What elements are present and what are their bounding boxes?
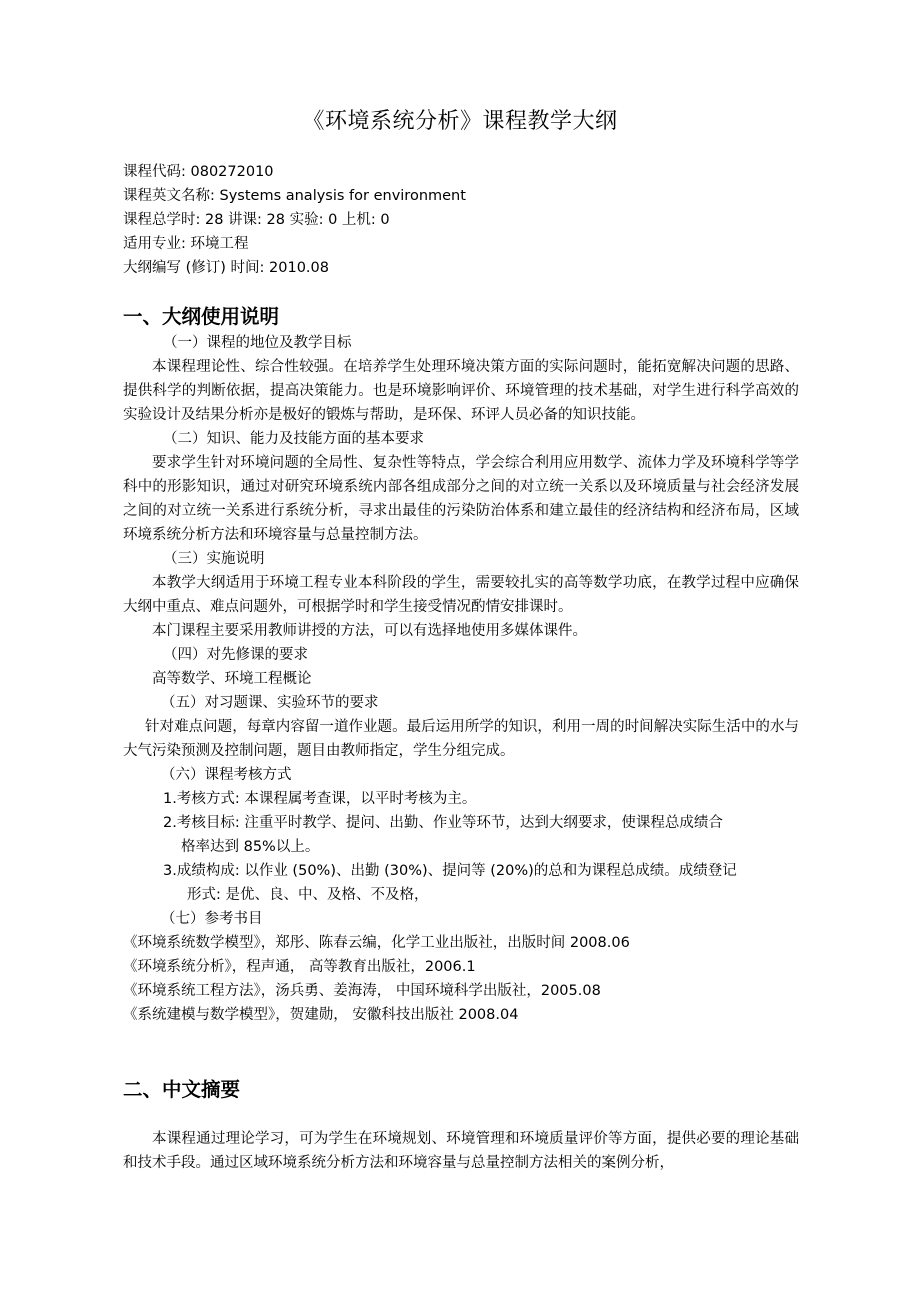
- reference-item: 《环境系统数学模型》，郑彤、陈春云编，化学工业出版社，出版时间 2008.06: [123, 935, 630, 951]
- reference-item: 《环境系统分析》，程声通， 高等教育出版社，2006.1: [123, 959, 476, 975]
- subsection-title: （一）课程的地位及教学目标: [163, 335, 352, 351]
- reference-item: 《环境系统工程方法》，汤兵勇、姜海涛， 中国环境科学出版社，2005.08: [123, 983, 601, 999]
- course-code: 课程代码: 080272010: [123, 164, 274, 180]
- document-title: 《环境系统分析》课程教学大纲: [302, 109, 618, 134]
- section-heading-2: 二、中文摘要: [123, 1078, 241, 1101]
- reference-item: 《系统建模与数学模型》，贺建勋， 安徽科技出版社 2008.04: [123, 1007, 519, 1023]
- paragraph: 高等数学、环境工程概论: [152, 671, 312, 687]
- list-item-continuation: 形式: 是优、良、中、及格、不及格，: [187, 887, 429, 903]
- paragraph: 本课程理论性、综合性较强。在培养学生处理环境决策方面的实际问题时，能拓宽解决问题的思路、提供科学的判断依据，提高决策能力。也是环境影响评价、环境管理的技术基础，对学生进行科学高效的实验设计及结果分析亦是极好的锻炼与帮助，是环保、环评人员必备的知识技能。: [123, 359, 799, 423]
- course-major: 适用专业: 环境工程: [123, 236, 249, 252]
- course-english-name: 课程英文名称: Systems analysis for environment: [123, 188, 466, 204]
- paragraph: 要求学生针对环境问题的全局性、复杂性等特点，学会综合利用应用数学、流体力学及环境科学等学科中的形影知识，通过对研究环境系统内部各组成部分之间的对立统一关系以及环境质量与社会经济发展之间的对立统一关系进行系统分析，寻求出最佳的污染防治体系和建立最佳的经济结构和经济布局，区域环境系统分析方法和环境容量与总量控制方法。: [123, 455, 799, 543]
- list-item: 3.成绩构成: 以作业 (50%)、出勤 (30%)、提问等 (20%)的总和为课程总成绩。成绩登记: [163, 863, 737, 879]
- paragraph: 本课程通过理论学习，可为学生在环境规划、环境管理和环境质量评价等方面，提供必要的理论基础和技术手段。通过区域环境系统分析方法和环境容量与总量控制方法相关的案例分析，: [123, 1131, 799, 1171]
- subsection-title: （五）对习题课、实验环节的要求: [161, 695, 379, 711]
- revision-date: 大纲编写 (修订) 时间: 2010.08: [123, 260, 329, 276]
- section-2-body: [123, 1127, 799, 1175]
- subsection-title: （七）参考书目: [161, 911, 263, 927]
- section-1-body: [123, 331, 799, 1027]
- paragraph: 本教学大纲适用于环境工程专业本科阶段的学生，需要较扎实的高等数学功底，在教学过程中应确保大纲中重点、难点问题外，可根据学时和学生接受情况酌情安排课时。: [123, 575, 799, 615]
- paragraph: 针对难点问题，每章内容留一道作业题。最后运用所学的知识，利用一周的时间解决实际生活中的水与大气污染预测及控制问题，题目由教师指定，学生分组完成。: [123, 719, 799, 759]
- list-item-continuation: 格率达到 85%以上。: [181, 839, 320, 855]
- paragraph: 本门课程主要采用教师讲授的方法，可以有选择地使用多媒体课件。: [152, 623, 587, 639]
- course-meta: [123, 160, 466, 280]
- subsection-title: （三）实施说明: [163, 551, 265, 567]
- list-item: 1.考核方式: 本课程属考查课，以平时考核为主。: [163, 791, 477, 807]
- subsection-title: （二）知识、能力及技能方面的基本要求: [163, 431, 424, 447]
- subsection-title: （六）课程考核方式: [161, 767, 292, 783]
- list-item: 2.考核目标: 注重平时教学、提问、出勤、作业等环节，达到大纲要求，使课程总成绩合: [163, 815, 723, 831]
- section-heading-1: 一、大纲使用说明: [123, 305, 280, 328]
- subsection-title: （四）对先修课的要求: [163, 647, 308, 663]
- course-hours: 课程总学时: 28 讲课: 28 实验: 0 上机: 0: [123, 212, 390, 228]
